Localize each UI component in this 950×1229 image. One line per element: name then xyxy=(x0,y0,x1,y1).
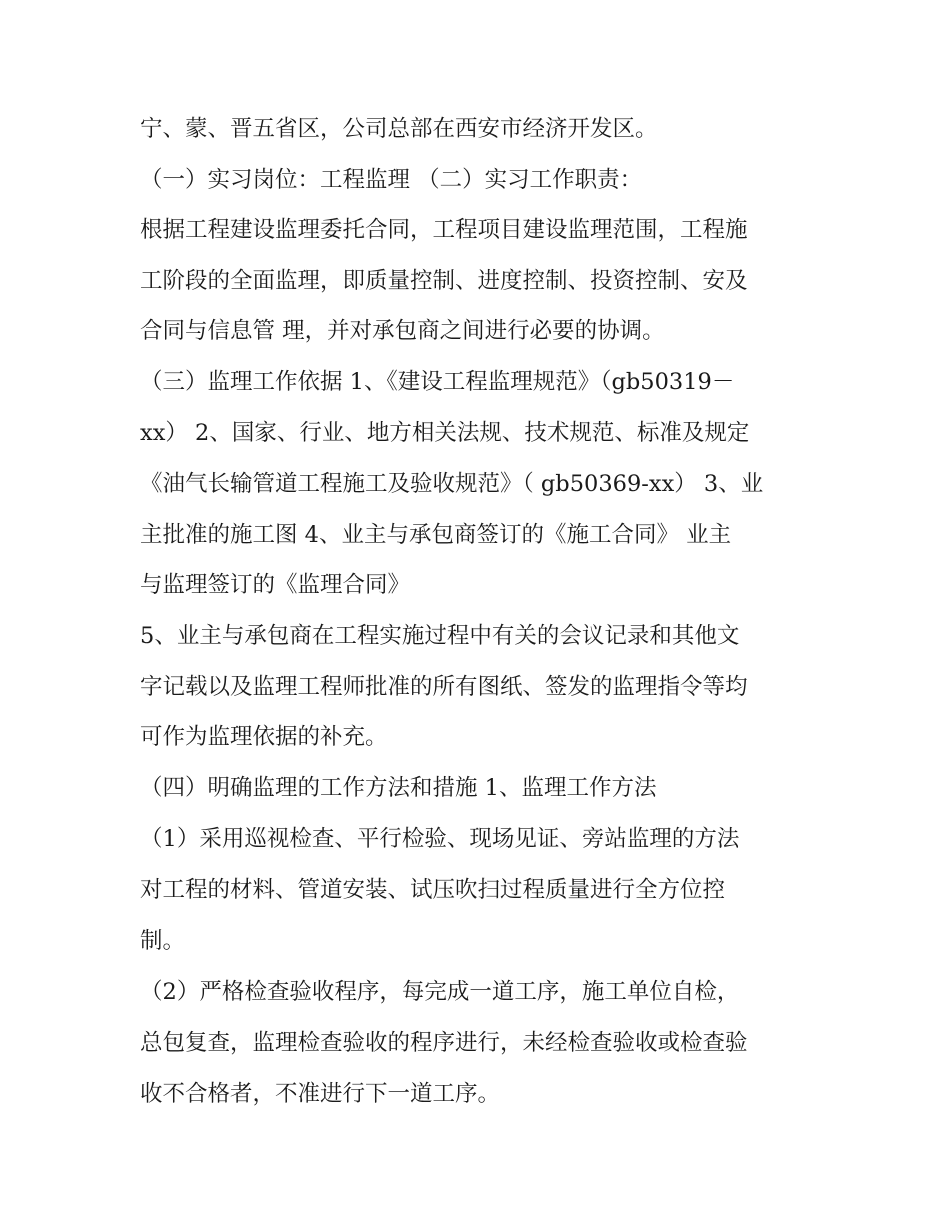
text-line: 对工程的材料、管道安装、试压吹扫过程质量进行全方位控 xyxy=(140,877,726,903)
text-line: xx） 2、国家、行业、地方相关法规、技术规范、标准及规定 xyxy=(140,420,750,446)
text-line: 与监理签订的《监理合同》 xyxy=(140,572,411,598)
text-line: 5、业主与承包商在工程实施过程中有关的会议记录和其他文 xyxy=(140,623,740,649)
text-line: （四）明确监理的工作方法和措施 1、监理工作方法 xyxy=(140,775,657,801)
text-line: 工阶段的全面监理，即质量控制、进度控制、投资控制、安及 xyxy=(140,268,748,294)
text-line: （一）实习岗位：工程监理 （二）实习工作职责： xyxy=(140,167,643,193)
text-line: 收不合格者，不准进行下一道工序。 xyxy=(140,1081,501,1107)
text-line: 主批准的施工图 4、业主与承包商签订的《施工合同》 业主 xyxy=(140,522,732,548)
text-line: 合同与信息管 理，并对承包商之间进行必要的协调。 xyxy=(140,318,665,344)
text-line: （2）严格检查验收程序，每完成一道工序，施工单位自检， xyxy=(140,979,740,1005)
text-line: 《油气长输管道工程施工及验收规范》（ gb50369-xx） 3、业 xyxy=(140,471,764,497)
text-line: （三）监理工作依据 1、《建设工程监理规范》（gb50319－ xyxy=(140,369,735,395)
text-line: 制。 xyxy=(140,928,186,954)
text-line: 宁、蒙、晋五省区，公司总部在西安市经济开发区。 xyxy=(140,116,658,142)
text-line: 可作为监理依据的补充。 xyxy=(140,724,388,750)
text-line: 根据工程建设监理委托合同，工程项目建设监理范围，工程施 xyxy=(140,217,748,243)
text-line: 总包复查，监理检查验收的程序进行，未经检查验收或检查验 xyxy=(140,1030,748,1056)
text-line: 字记载以及监理工程师批准的所有图纸、签发的监理指令等均 xyxy=(140,674,748,700)
text-line: （1）采用巡视检查、平行检验、现场见证、旁站监理的方法 xyxy=(140,826,740,852)
